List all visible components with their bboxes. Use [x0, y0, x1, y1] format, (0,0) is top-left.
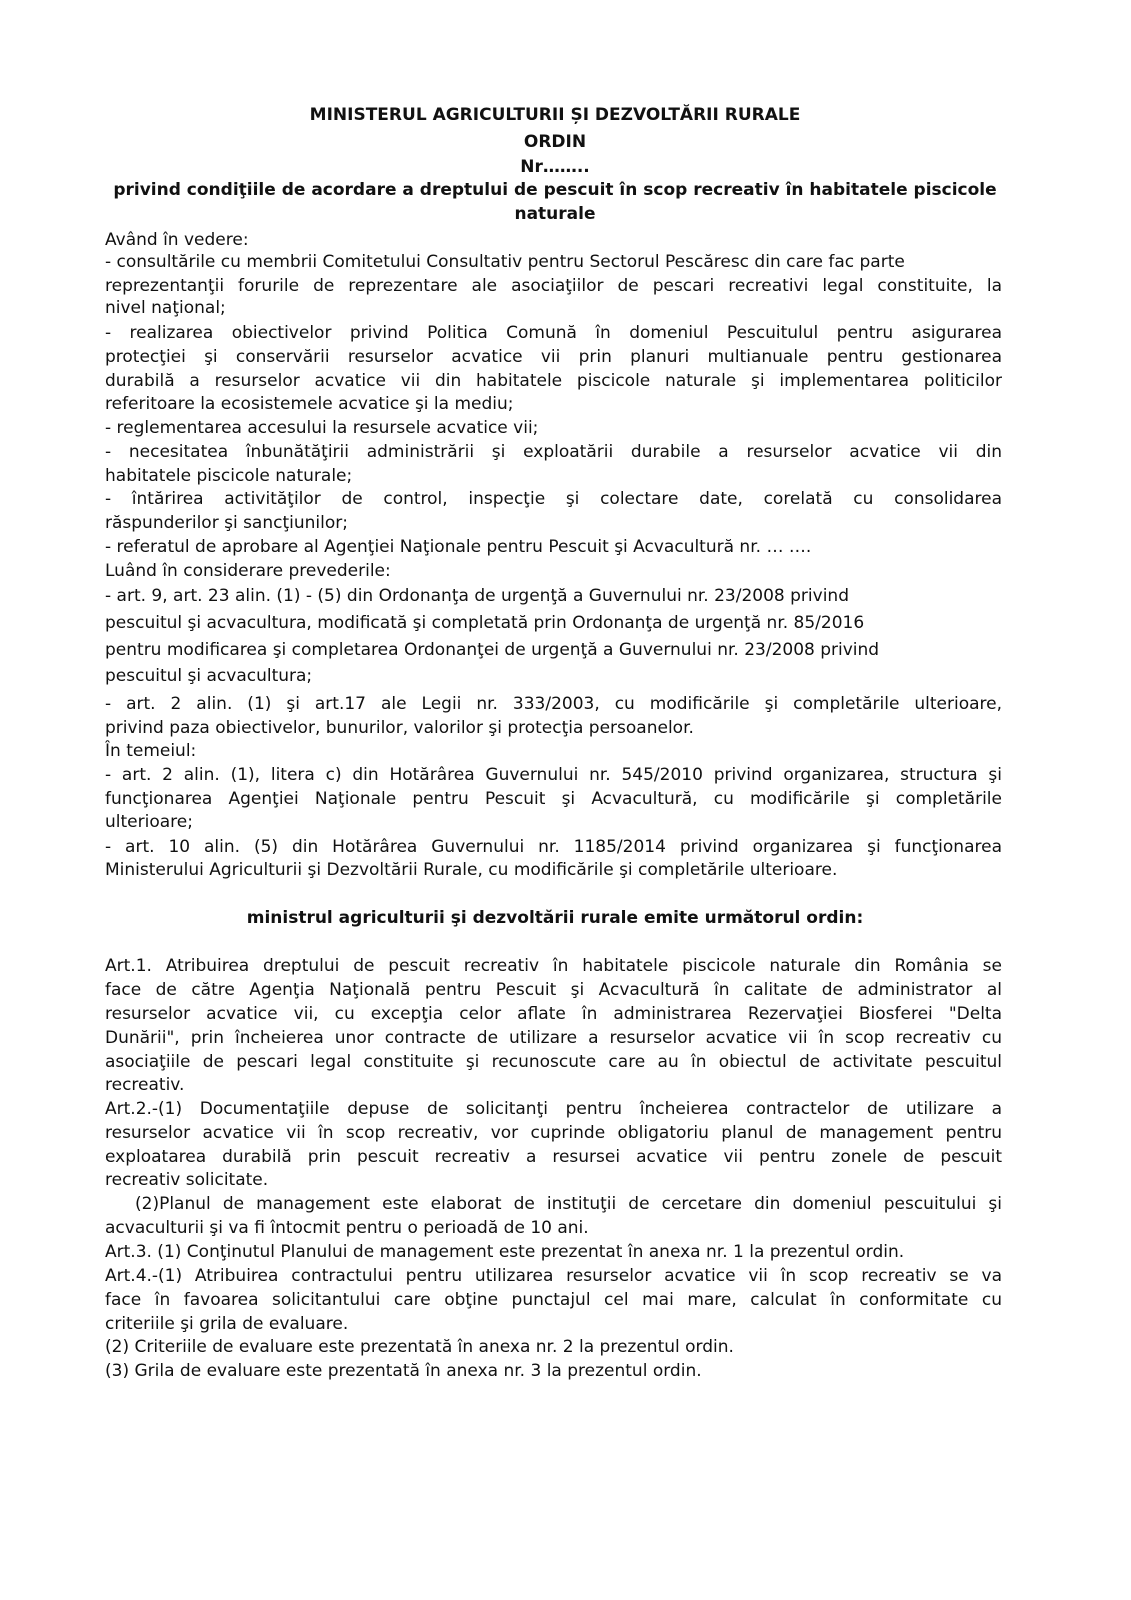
document-text-line: - necesitatea înbunătăţirii administrării şi exploatării durabile a resurselor acvatice vii din: [105, 442, 1002, 462]
document-text-line: habitatele piscicole naturale;: [105, 466, 353, 486]
document-text-line: face de către Agenţia Naţională pentru Pescuit şi Acvacultură în calitate de administrator al: [105, 980, 1002, 1000]
document-text-line: funcţionarea Agenţiei Naţionale pentru Pescuit şi Acvacultură, cu modificările şi completările: [105, 789, 1002, 809]
document-text-line: În temeiul:: [105, 741, 197, 761]
document-text-line: - art. 2 alin. (1), litera c) din Hotărârea Guvernului nr. 545/2010 privind organizarea, structura şi: [105, 765, 1002, 785]
document-text-line: - realizarea obiectivelor privind Politica Comună în domeniul Pescuitulul pentru asigurarea: [105, 323, 1002, 343]
order-subject: naturale: [514, 204, 596, 224]
order-title: ORDIN: [523, 132, 587, 152]
document-text-line: reprezentanţii forurile de reprezentare ale asociaţiilor de pescari recreativi legal constituite, la: [105, 276, 1002, 296]
document-text-line: Art.2.-(1) Documentaţiile depuse de solicitanţi pentru încheierea contractelor de utilizare a: [105, 1099, 1002, 1119]
document-text-line: - întărirea activităţilor de control, inspecţie şi colectare date, corelată cu consolidarea: [105, 489, 1002, 509]
document-text-line: protecţiei şi conservării resurselor acvatice vii prin planuri multianuale pentru gestionarea: [105, 347, 1002, 367]
document-text-line: acvaculturii şi va fi întocmit pentru o perioadă de 10 ani.: [105, 1218, 589, 1238]
document-text-line: Art.3. (1) Conţinutul Planului de management este prezentat în anexa nr. 1 la prezentul ordin.: [105, 1242, 905, 1262]
document-text-line: privind paza obiectivelor, bunurilor, valorilor şi protecţia persoanelor.: [105, 718, 694, 738]
document-text-line: (2)Planul de management este elaborat de instituţii de cercetare din domeniul pescuitului şi: [135, 1194, 1002, 1214]
document-text-line: criteriile şi grila de evaluare.: [105, 1314, 349, 1334]
document-text-line: - referatul de aprobare al Agenţiei Naţionale pentru Pescuit şi Acvacultură nr. … ….: [105, 537, 812, 557]
document-text-line: face în favoarea solicitantului care obţine punctajul cel mai mare, calculat în conformitate cu: [105, 1290, 1002, 1310]
document-text-line: (3) Grila de evaluare este prezentată în anexa nr. 3 la prezentul ordin.: [105, 1361, 702, 1381]
order-number: Nr……..: [520, 157, 590, 177]
document-text-line: resurselor acvatice vii în scop recreativ, vor cuprinde obligatoriu planul de management pentru: [105, 1123, 1002, 1143]
document-text-line: (2) Criteriile de evaluare este prezentată în anexa nr. 2 la prezentul ordin.: [105, 1337, 734, 1357]
document-text-line: - art. 10 alin. (5) din Hotărârea Guvernului nr. 1185/2014 privind organizarea şi funcţionarea: [105, 837, 1002, 857]
document-text-line: - art. 9, art. 23 alin. (1) - (5) din Ordonanţa de urgenţă a Guvernului nr. 23/2008 privind: [105, 586, 849, 606]
document-text-line: pentru modificarea şi completarea Ordonanţei de urgenţă a Guvernului nr. 23/2008 privind: [105, 640, 880, 660]
issuing-statement: ministrul agriculturii şi dezvoltării rurale emite următorul ordin:: [246, 908, 864, 928]
document-text-line: răspunderilor şi sancţiunilor;: [105, 513, 348, 533]
document-text-line: Dunării", prin încheierea unor contracte de utilizare a resurselor acvatice vii în scop recreativ cu: [105, 1028, 1002, 1048]
document-text-line: Luând în considerare prevederile:: [105, 561, 391, 581]
ministry-heading: MINISTERUL AGRICULTURII ȘI DEZVOLTĂRII RURALE: [309, 105, 801, 125]
document-text-line: durabilă a resurselor acvatice vii din habitatele piscicole naturale şi implementarea politicilor: [105, 371, 1002, 391]
document-text-line: recreativ.: [105, 1075, 185, 1095]
document-text-line: - reglementarea accesului la resursele acvatice vii;: [105, 418, 539, 438]
order-subject: privind condiţiile de acordare a dreptului de pescuit în scop recreativ în habitatele piscicole: [113, 180, 997, 200]
document-text-line: recreativ solicitate.: [105, 1170, 269, 1190]
document-text-line: - consultările cu membrii Comitetului Consultativ pentru Sectorul Pescăresc din care fac parte: [105, 252, 905, 272]
document-text-line: asociaţiile de pescari legal constituite şi recunoscute care au în obiectul de activitate pescuitul: [105, 1052, 1002, 1072]
document-text-line: pescuitul şi acvacultura;: [105, 666, 313, 686]
document-text-line: Având în vedere:: [105, 230, 249, 250]
document-text-line: pescuitul şi acvacultura, modificată şi completată prin Ordonanţa de urgenţă nr. 85/2016: [105, 613, 865, 633]
document-text-line: exploatarea durabilă prin pescuit recreativ a resursei acvatice vii pentru zonele de pescuit: [105, 1147, 1002, 1167]
document-text-line: - art. 2 alin. (1) şi art.17 ale Legii nr. 333/2003, cu modificările şi completările ulterioare,: [105, 694, 1002, 714]
document-text-line: resurselor acvatice vii, cu excepţia celor aflate în administrarea Rezervaţiei Biosferei "Delta: [105, 1004, 1002, 1024]
document-text-line: referitoare la ecosistemele acvatice şi la mediu;: [105, 394, 514, 414]
document-text-line: Art.4.-(1) Atribuirea contractului pentru utilizarea resurselor acvatice vii în scop recreativ se va: [105, 1266, 1002, 1286]
document-text-line: ulterioare;: [105, 812, 193, 832]
document-text-line: nivel naţional;: [105, 298, 226, 318]
document-text-line: Ministerului Agriculturii şi Dezvoltării Rurale, cu modificările şi completările ulterioare.: [105, 860, 838, 880]
document-text-line: Art.1. Atribuirea dreptului de pescuit recreativ în habitatele piscicole naturale din România se: [105, 956, 1002, 976]
